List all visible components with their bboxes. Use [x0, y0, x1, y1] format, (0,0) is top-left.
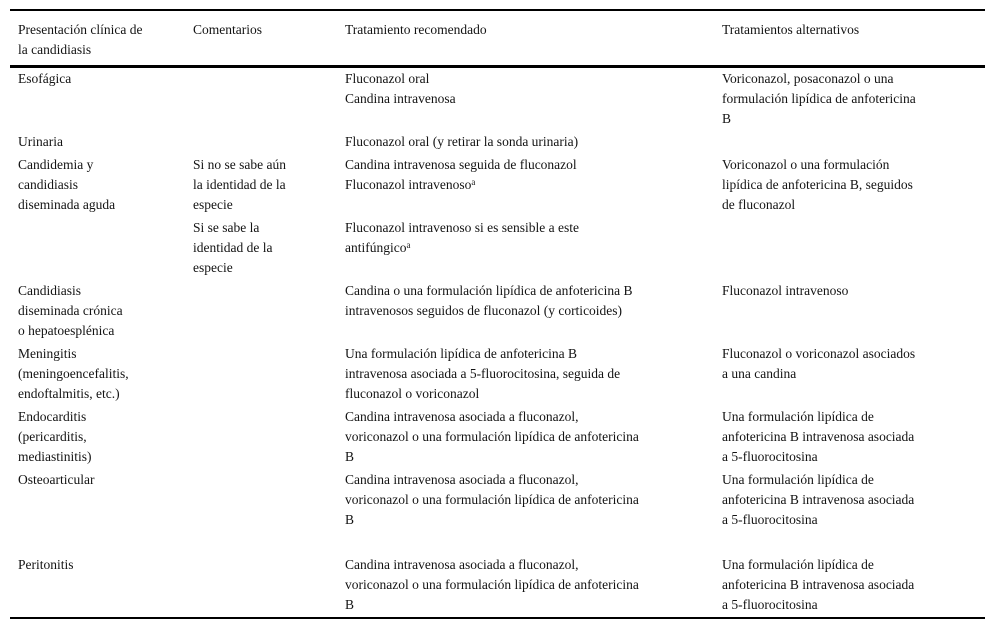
cell-treatment: Candina intravenosa asociada a fluconazol, voriconazol o una formulación lipídica de anfotericina B — [345, 472, 639, 527]
footnote-marker: a — [471, 177, 476, 187]
cell-comments — [185, 67, 337, 132]
cell-alternatives: Voriconazol o una formulación lipídica de anfotericina B, seguidos de fluconazol — [722, 157, 913, 212]
table-row — [10, 154, 985, 217]
col-header-alternatives: Tratamientos alternativos — [714, 10, 985, 67]
cell-presentation: Candidemia y candidiasis diseminada aguda — [18, 157, 116, 212]
cell-alternatives — [714, 131, 985, 154]
footnote-marker: a — [406, 240, 411, 250]
table-row — [10, 469, 985, 532]
table-row — [10, 343, 985, 406]
cell-treatment: Fluconazol oral (y retirar la sonda urinaria) — [345, 134, 579, 149]
table-row — [10, 131, 985, 154]
header-row — [10, 10, 985, 67]
cell-alternatives: Fluconazol intravenoso — [722, 283, 849, 298]
table-row — [10, 532, 985, 618]
cell-alternatives: Una formulación lipídica de anfotericina B intravenosa asociada a 5-fluorocitosina — [722, 557, 915, 612]
cell-treatment: Candina intravenosa asociada a fluconazol, voriconazol o una formulación lipídica de anfotericina B — [345, 409, 639, 464]
cell-treatment: Fluconazol intravenoso si es sensible a este antifúngico$^a$ — [345, 220, 579, 255]
cell-comments — [185, 280, 337, 343]
table-row — [10, 406, 985, 469]
cell-presentation: Peritonitis — [18, 557, 74, 572]
col-header-comments: Comentarios — [185, 10, 337, 67]
cell-treatment: Candina o una formulación lipídica de anfotericina B intravenosos seguidos de fluconazol (y corticoides) — [345, 283, 633, 318]
cell-presentation: Endocarditis (pericarditis, mediastinitis) — [18, 409, 92, 464]
cell-presentation: Urinaria — [18, 134, 63, 149]
cell-comments — [185, 406, 337, 469]
cell-treatment: Una formulación lipídica de anfotericina B intravenosa asociada a 5-fluorocitosina, seguida de fluconazol o voriconazol — [345, 346, 621, 401]
cell-alternatives: Voriconazol, posaconazol o una formulación lipídica de anfotericina B — [722, 71, 916, 126]
cell-comments — [185, 131, 337, 154]
candidiasis-treatment-table — [10, 9, 985, 619]
cell-alternatives: Una formulación lipídica de anfotericina B intravenosa asociada a 5-fluorocitosina — [722, 409, 915, 464]
cell-treatment: Candina intravenosa asociada a fluconazol, voriconazol o una formulación lipídica de anfotericina B — [345, 557, 639, 612]
cell-treatment: Fluconazol oral Candina intravenosa — [345, 71, 456, 106]
cell-comments — [185, 532, 337, 618]
col-header-treatment: Tratamiento recomendado — [337, 10, 714, 67]
cell-comments: Si no se sabe aún la identidad de la especie — [193, 157, 286, 212]
table-row — [10, 280, 985, 343]
cell-presentation: Osteoarticular — [18, 472, 95, 487]
cell-alternatives: Fluconazol o voriconazol asociados a una candina — [722, 346, 916, 381]
cell-presentation: Meningitis (meningoencefalitis, endoftalmitis, etc.) — [18, 346, 129, 401]
cell-comments: Si se sabe la identidad de la especie — [193, 220, 273, 275]
cell-comments — [185, 343, 337, 406]
cell-comments — [185, 469, 337, 532]
col-header-presentation: Presentación clínica de la candidiasis — [10, 10, 185, 67]
table-body — [10, 67, 985, 619]
table-row — [10, 67, 985, 132]
cell-alternatives: Una formulación lipídica de anfotericina B intravenosa asociada a 5-fluorocitosina — [722, 472, 915, 527]
cell-presentation: Candidiasis diseminada crónica o hepatoesplénica — [18, 283, 123, 338]
cell-presentation: Esofágica — [18, 71, 72, 86]
cell-treatment: Candina intravenosa seguida de fluconazol Fluconazol intravenoso$^a$ — [345, 157, 577, 192]
